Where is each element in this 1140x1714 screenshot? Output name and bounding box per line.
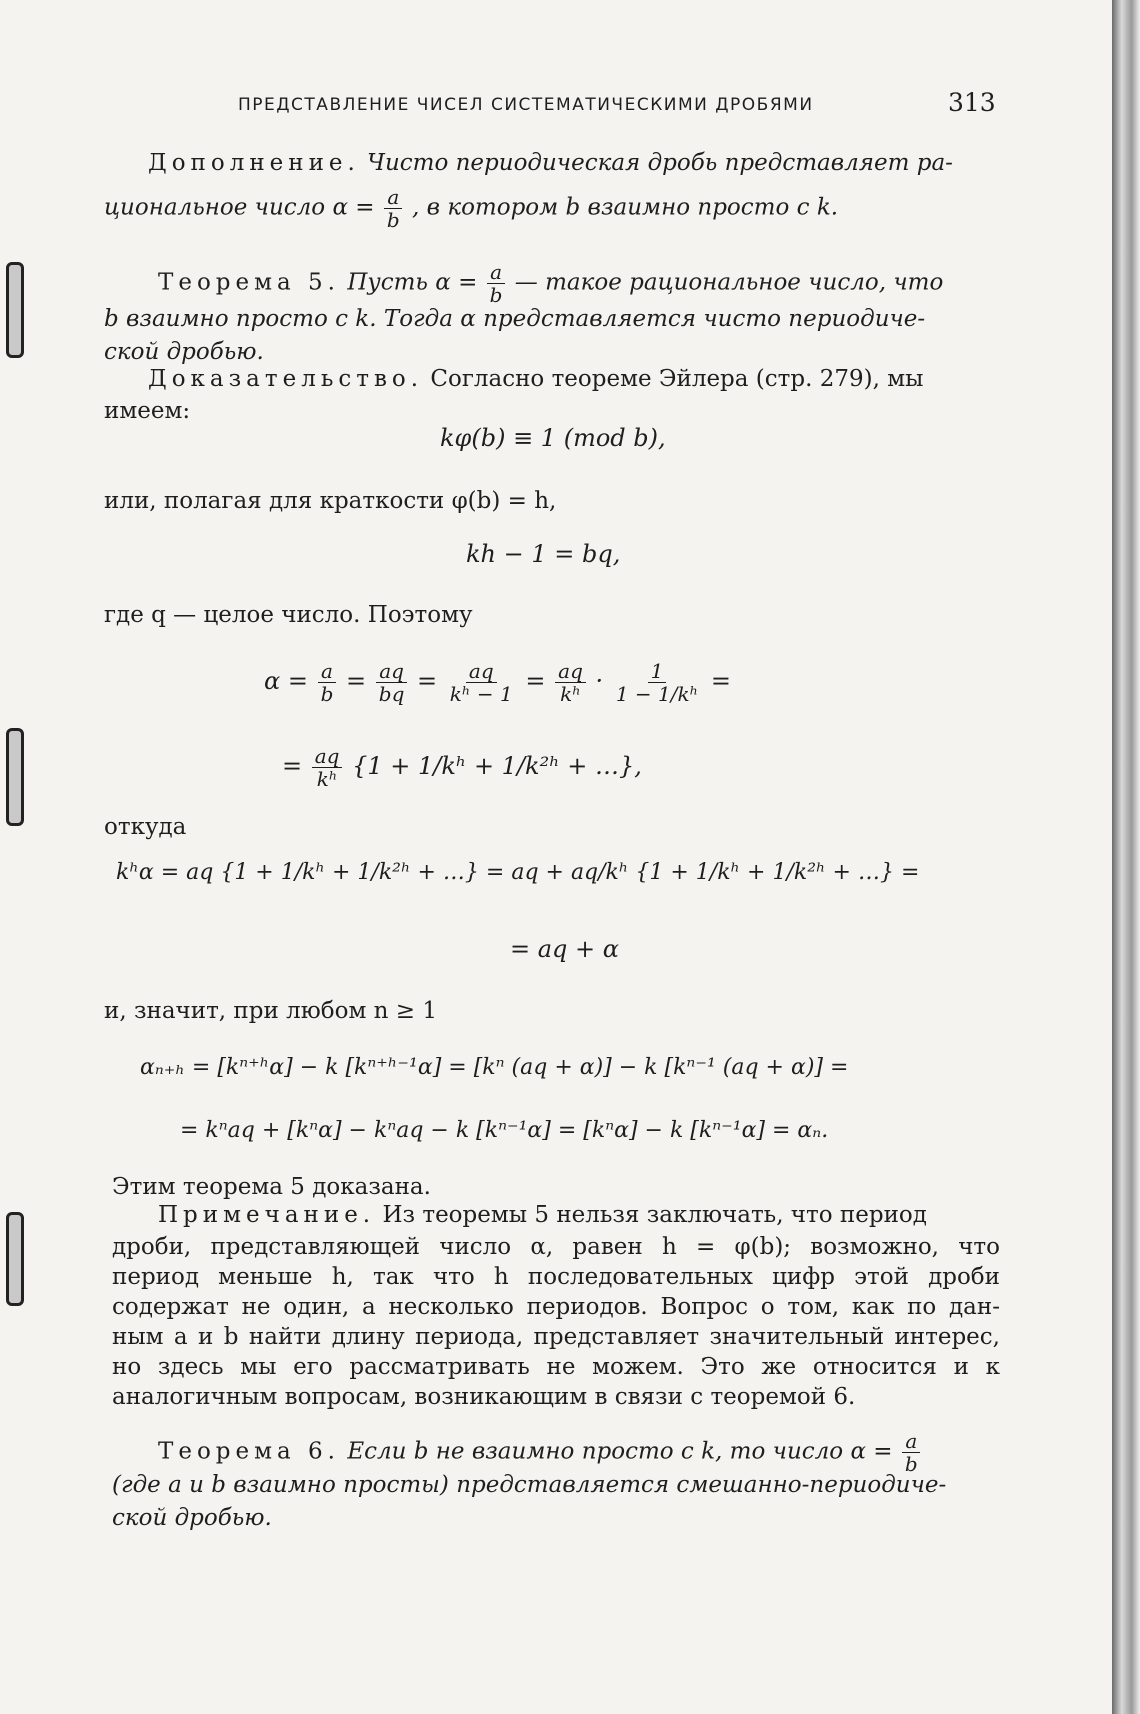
fraction-numerator: a [902, 1430, 920, 1453]
fraction-denominator: kʰ [560, 682, 581, 706]
addendum-text: , в котором b взаимно просто с k. [412, 194, 839, 221]
binder-ring-mark [6, 728, 24, 826]
eq-series-text: {1 + 1/kʰ + 1/k²ʰ + …}, [352, 752, 642, 780]
running-header: ПРЕДСТАВЛЕНИЕ ЧИСЕЛ СИСТЕМАТИЧЕСКИМИ ДРОБЯМИ [238, 95, 814, 115]
theorem5-text: — такое рациональное число, что [514, 269, 944, 296]
equation-alpha-expansion [264, 660, 731, 705]
addendum-label: Дополнение. [148, 150, 360, 176]
theorem5-label: Теорема 5. [158, 269, 340, 296]
remark-line: содержат не один, а несколько периодов. Вопрос о том, как по дан- [112, 1294, 1000, 1320]
fraction [312, 745, 343, 790]
proof-label: Доказательство. [148, 366, 424, 392]
proof-line-2: имеем: [104, 398, 191, 424]
eq-term: = [417, 667, 438, 695]
theorem6-label: Теорема 6. [158, 1438, 340, 1465]
fraction-denominator: b [386, 208, 400, 232]
remark-label: Примечание. [158, 1202, 376, 1228]
theorem6-line-3: ской дробью. [112, 1505, 272, 1531]
fraction-numerator: a [318, 660, 336, 683]
page-stack-edge [1112, 0, 1140, 1714]
theorem5-line-1 [158, 261, 943, 306]
theorem5-line-3: ской дробью. [104, 339, 264, 365]
binder-ring-mark [6, 262, 24, 358]
addendum-line-2 [104, 186, 838, 231]
fraction-numerator: aq [466, 660, 497, 683]
remark-text: Из теоремы 5 нельзя заключать, что период [382, 1202, 927, 1228]
equation-kh-alpha: kʰα = aq {1 + 1/kʰ + 1/k²ʰ + …} = aq + aq/kʰ {1 + 1/kʰ + 1/k²ʰ + …} = [116, 860, 920, 885]
fraction-denominator: b [489, 283, 503, 307]
fraction-numerator: aq [376, 660, 407, 683]
fraction [902, 1430, 921, 1475]
fraction-denominator: bq [378, 682, 405, 706]
fraction [384, 186, 403, 231]
fraction-denominator: kʰ [316, 767, 338, 791]
fraction-denominator: b [904, 1452, 918, 1476]
fraction-numerator: aq [555, 660, 586, 683]
addendum-text: циональное число α = [104, 194, 375, 221]
proof-conclusion: Этим теорема 5 доказана. [112, 1174, 431, 1200]
equation-series [282, 745, 642, 790]
equation-aq-alpha: = aq + α [510, 935, 619, 963]
eq-term: = [346, 667, 367, 695]
proof-line-5: откуда [104, 814, 187, 840]
eq-term: = [282, 752, 303, 780]
theorem5-line-2: b взаимно просто с k. Тогда α представляется чисто периодиче- [104, 306, 926, 332]
eq-term: α = [264, 667, 308, 695]
fraction-denominator: b [320, 682, 334, 706]
remark-line: период меньше h, так что h последовательных цифр этой дроби [112, 1264, 1000, 1290]
fraction-numerator: 1 [648, 660, 667, 683]
euler-congruence: kφ(b) ≡ 1 (mod b), [440, 424, 666, 452]
eq-term: = [525, 667, 546, 695]
theorem5-text: Пусть α = [347, 269, 478, 296]
fraction-denominator: kʰ − 1 [449, 682, 513, 706]
proof-text: Согласно теореме Эйлера (стр. 279), мы [430, 366, 924, 392]
proof-line-4: где q — целое число. Поэтому [104, 602, 473, 628]
eq-term: · [595, 667, 604, 695]
proof-line-6: и, значит, при любом n ≥ 1 [104, 998, 437, 1024]
proof-line-3: или, полагая для краткости φ(b) = h, [104, 488, 557, 514]
fraction [376, 660, 408, 705]
fraction [555, 660, 586, 705]
fraction [613, 660, 701, 705]
eq-term: = [710, 667, 731, 695]
fraction-numerator: aq [312, 745, 343, 768]
equation-alpha-n: = kⁿaq + [kⁿα] − kⁿaq − k [kⁿ⁻¹α] = [kⁿα] − k [kⁿ⁻¹α] = αₙ. [180, 1118, 829, 1143]
equation-kh: kh − 1 = bq, [466, 540, 621, 568]
theorem6-line-1 [158, 1430, 923, 1475]
remark-line-1 [158, 1200, 1000, 1230]
fraction [487, 261, 506, 306]
equation-alpha-n-h: αₙ₊ₕ = [kⁿ⁺ʰα] − k [kⁿ⁺ʰ⁻¹α] = [kⁿ (aq + α)] − k [kⁿ⁻¹ (aq + α)] = [140, 1055, 849, 1080]
proof-line-1 [148, 364, 923, 394]
remark-line: ным a и b найти длину периода, представляет значительный интерес, [112, 1324, 1000, 1350]
fraction [447, 660, 516, 705]
binder-ring-mark [6, 1212, 24, 1306]
addendum-line-1 [148, 148, 953, 178]
fraction-numerator: a [487, 261, 505, 284]
theorem6-text: Если b не взаимно просто с k, то число α = [347, 1438, 893, 1465]
remark-line: но здесь мы его рассматривать не можем. Это же относится и к [112, 1354, 1000, 1380]
remark-line: дроби, представляющей число α, равен h = φ(b); возможно, что [112, 1234, 1000, 1260]
theorem6-line-2: (где a и b взаимно просты) представляется смешанно-периодиче- [112, 1472, 947, 1498]
fraction-numerator: a [384, 186, 402, 209]
remark-line: аналогичным вопросам, возникающим в связи с теоремой 6. [112, 1384, 856, 1410]
fraction [318, 660, 337, 705]
page-number: 313 [948, 88, 996, 117]
addendum-text: Чисто периодическая дробь представляет ра- [367, 150, 953, 176]
fraction-denominator: 1 − 1/kʰ [615, 682, 699, 706]
